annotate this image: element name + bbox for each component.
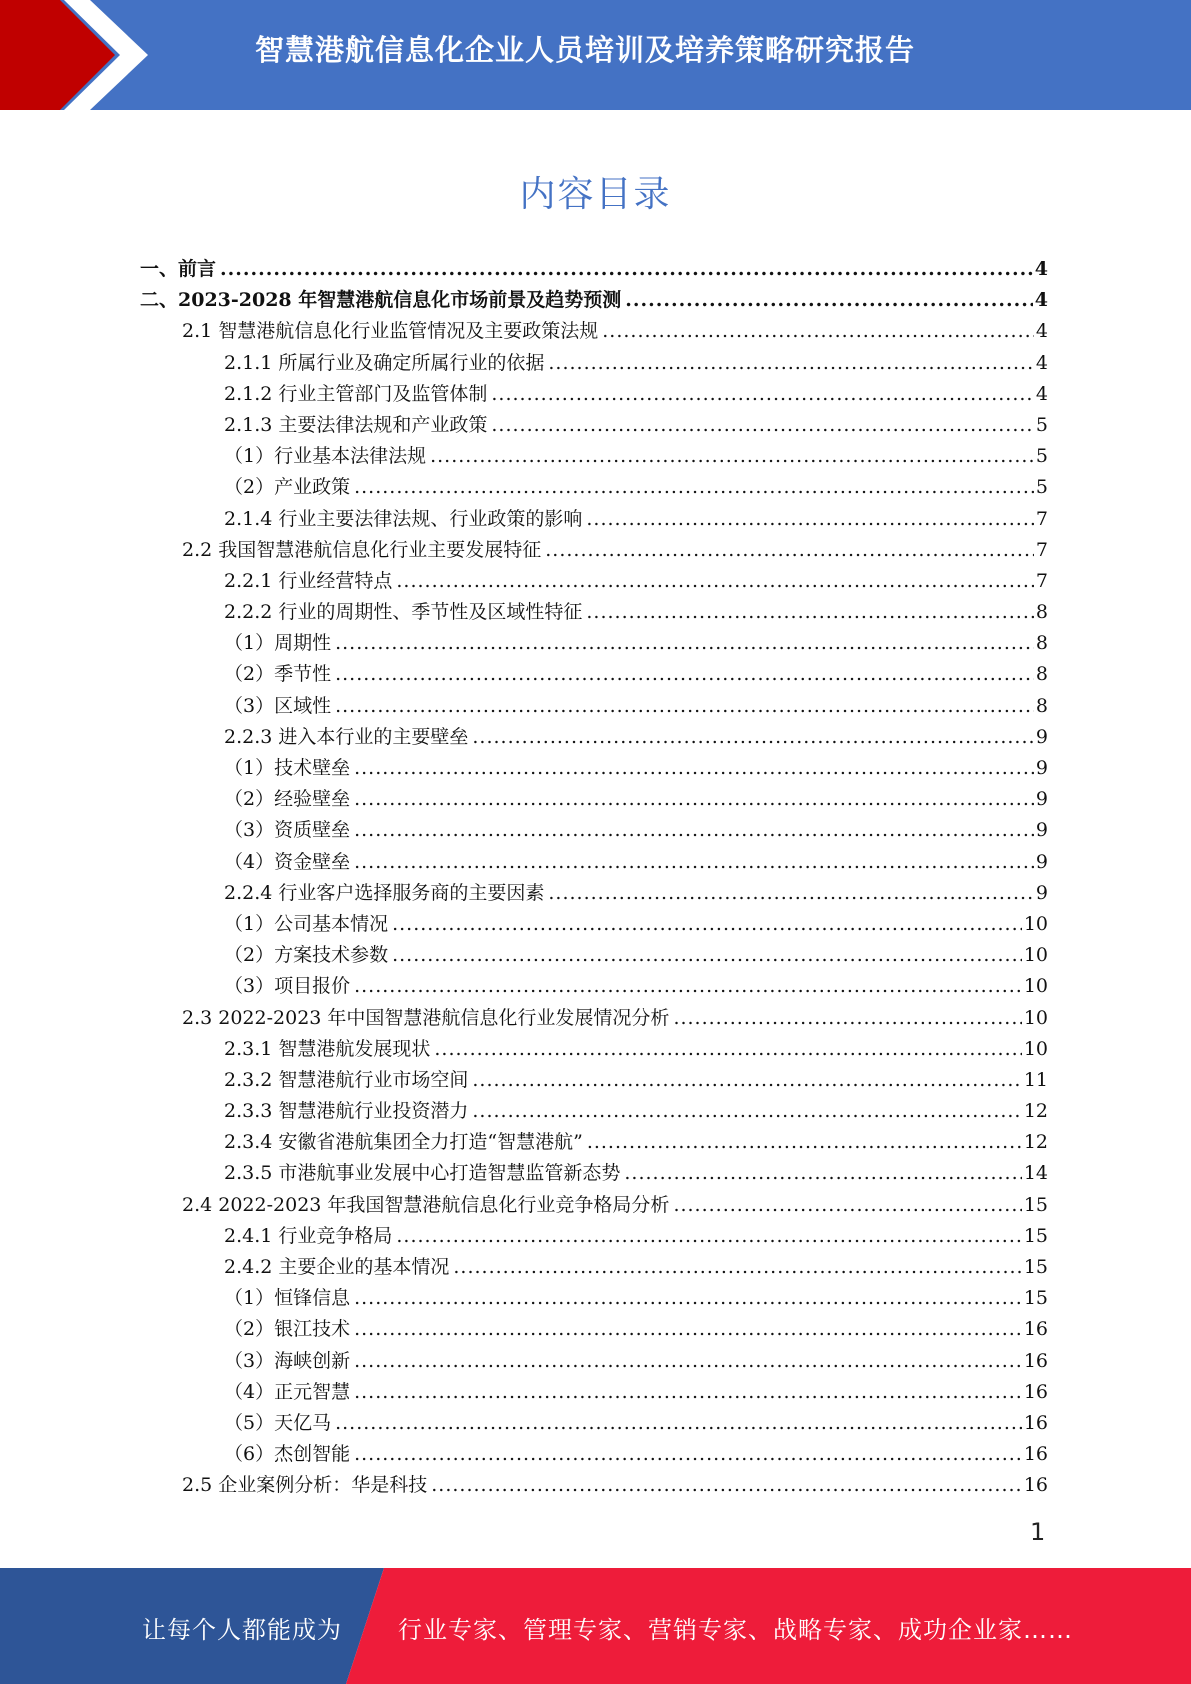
toc-entry[interactable]: [140, 1283, 1048, 1314]
report-title: 智慧港航信息化企业人员培训及培养策略研究报告: [255, 33, 916, 67]
toc-entry-label: 2.1.1 所属行业及确定所属行业的依据: [224, 351, 545, 374]
toc-entry-label: 2.3.1 智慧港航发展现状: [224, 1037, 431, 1060]
toc-entry-label: 2.3.3 智慧港航行业投资潜力: [224, 1100, 469, 1123]
toc-entry-page: 4: [1035, 382, 1048, 405]
toc-entry-page: 10: [1023, 944, 1048, 967]
toc-entry[interactable]: [140, 753, 1048, 784]
toc-leader-dots: [673, 1003, 1021, 1034]
page-header: [0, 0, 1191, 110]
toc-entry-label: （4）正元智慧: [224, 1380, 351, 1403]
toc-entry-page: 15: [1023, 1287, 1048, 1310]
toc-entry[interactable]: [140, 722, 1048, 753]
toc-entry-page: 9: [1035, 850, 1048, 873]
toc-entry-page: 10: [1023, 1037, 1048, 1060]
toc-entry[interactable]: [140, 316, 1048, 347]
toc-leader-dots: [472, 1096, 1021, 1127]
toc-entry[interactable]: [140, 1065, 1048, 1096]
toc-entry[interactable]: [140, 1408, 1048, 1439]
toc-entry-label: （2）银江技术: [224, 1318, 351, 1341]
toc-entry-page: 9: [1035, 881, 1048, 904]
toc-entry[interactable]: [140, 1003, 1048, 1034]
toc-entry-page: 10: [1023, 1006, 1048, 1029]
toc-leader-dots: [453, 1252, 1021, 1283]
toc-entry-label: （1）技术壁垒: [224, 757, 351, 779]
toc-leader-dots: [354, 971, 1022, 1002]
toc-entry-page: 16: [1023, 1411, 1048, 1434]
toc-entry[interactable]: [140, 784, 1048, 815]
toc-entry[interactable]: [140, 1096, 1048, 1127]
toc-entry-label: 2.4.1 行业竞争格局: [224, 1224, 393, 1247]
toc-leader-dots: [586, 504, 1034, 535]
toc-entry-page: 8: [1035, 694, 1048, 717]
toc-leader-dots: [491, 410, 1034, 441]
toc-leader-dots: [673, 1190, 1021, 1221]
toc-entry[interactable]: [140, 379, 1048, 410]
toc-entry[interactable]: [140, 1377, 1048, 1408]
toc-leader-dots: [354, 1346, 1022, 1377]
toc-entry-label: 一、前言: [140, 258, 217, 280]
toc-entry-label: 2.2 我国智慧港航信息化行业主要发展特征: [182, 538, 542, 561]
footer-slogan-left: 让每个人都能成为: [142, 1616, 342, 1644]
toc-entry-label: 2.2.2 行业的周期性、季节性及区域性特征: [224, 601, 583, 624]
toc-entry-label: （1）行业基本法律法规: [224, 445, 427, 468]
toc-entry[interactable]: [140, 815, 1048, 846]
toc-entry-label: 2.3.2 智慧港航行业市场空间: [224, 1068, 469, 1091]
toc-entry-page: 14: [1023, 1162, 1048, 1185]
toc-entry-page: 16: [1023, 1474, 1048, 1497]
toc-entry-page: 12: [1023, 1131, 1048, 1154]
toc-entry-label: 2.3.4 安徽省港航集团全力打造“智慧港航”: [224, 1131, 583, 1154]
toc-entry[interactable]: [140, 566, 1048, 597]
toc-leader-dots: [431, 1470, 1022, 1501]
toc-entry-label: （6）杰创智能: [224, 1443, 351, 1466]
toc-leader-dots: [586, 597, 1034, 628]
toc-entry[interactable]: [140, 535, 1048, 566]
footer-slogan-right: 行业专家、管理专家、营销专家、战略专家、成功企业家……: [398, 1616, 1073, 1644]
toc-entry-page: 9: [1035, 725, 1048, 748]
toc-entry-page: 7: [1035, 538, 1048, 561]
toc-entry[interactable]: [140, 1346, 1048, 1377]
toc-entry-label: （3）海峡创新: [224, 1349, 351, 1372]
toc-entry[interactable]: [140, 628, 1048, 659]
toc-entry-page: 7: [1035, 507, 1048, 530]
toc-leader-dots: [545, 535, 1034, 566]
toc-entry-label: （2）季节性: [224, 663, 332, 686]
toc-entry[interactable]: [140, 1439, 1048, 1470]
toc-entry-label: 2.1.4 行业主要法律法规、行业政策的影响: [224, 507, 583, 530]
toc-entry[interactable]: [140, 348, 1048, 379]
toc-leader-dots: [396, 1221, 1021, 1252]
toc-entry[interactable]: [140, 254, 1048, 285]
toc-entry-page: 16: [1023, 1349, 1048, 1372]
toc-leader-dots: [354, 815, 1034, 846]
toc-entry-label: 2.2.3 进入本行业的主要壁垒: [224, 725, 469, 748]
toc-entry[interactable]: [140, 1190, 1048, 1221]
toc-leader-dots: [392, 940, 1022, 971]
toc-leader-dots: [335, 659, 1034, 690]
toc-leader-dots: [472, 1065, 1021, 1096]
toc-entry[interactable]: [140, 1252, 1048, 1283]
toc-leader-dots: [354, 472, 1034, 503]
toc-leader-dots: [548, 348, 1034, 379]
toc-entry-label: 2.5 企业案例分析：华是科技: [182, 1474, 428, 1497]
toc-entry[interactable]: [140, 410, 1048, 441]
toc-entry-page: 9: [1035, 788, 1048, 811]
toc-entry-label: （5）天亿马: [224, 1411, 332, 1434]
page-number: 1: [1030, 1518, 1046, 1546]
toc-entry[interactable]: [140, 441, 1048, 472]
toc-entry-label: （2）经验壁垒: [224, 788, 351, 811]
toc-entry[interactable]: [140, 472, 1048, 503]
toc-title: 内容目录: [519, 174, 672, 215]
toc-entry-label: （3）区域性: [224, 694, 332, 717]
toc-entry-label: （3）项目报价: [224, 975, 351, 998]
toc-entry-label: （3）资质壁垒: [224, 819, 351, 842]
toc-leader-dots: [472, 722, 1034, 753]
toc-leader-dots: [335, 691, 1034, 722]
toc-entry-label: 2.2.4 行业客户选择服务商的主要因素: [224, 881, 545, 904]
toc-leader-dots: [220, 254, 1033, 285]
toc-leader-dots: [434, 1034, 1021, 1065]
toc-entry[interactable]: [140, 691, 1048, 722]
toc-entry-page: 10: [1023, 912, 1048, 935]
toc-entry-page: 8: [1035, 632, 1048, 655]
toc-entry[interactable]: [140, 1127, 1048, 1158]
toc-leader-dots: [354, 1283, 1022, 1314]
toc-entry[interactable]: [140, 909, 1048, 940]
toc-entry-page: 4: [1034, 258, 1048, 280]
toc-leader-dots: [354, 784, 1034, 815]
toc-leader-dots: [392, 909, 1022, 940]
toc-entry-page: 16: [1023, 1380, 1048, 1403]
toc-entry-label: （1）公司基本情况: [224, 912, 389, 935]
toc-entry-page: 8: [1035, 601, 1048, 624]
toc-entry[interactable]: [140, 1158, 1048, 1189]
toc-leader-dots: [354, 1314, 1022, 1345]
toc-entry-label: （1）周期性: [224, 632, 332, 655]
toc-entry-label: 2.1 智慧港航信息化行业监管情况及主要政策法规: [182, 320, 599, 343]
toc-entry[interactable]: [140, 1034, 1048, 1065]
toc-entry-label: （2）方案技术参数: [224, 944, 389, 967]
toc-entry-page: 8: [1035, 663, 1048, 686]
toc-entry[interactable]: [140, 940, 1048, 971]
toc-entry-page: 12: [1023, 1100, 1048, 1123]
toc-entry-page: 5: [1035, 445, 1048, 468]
toc-leader-dots: [335, 628, 1034, 659]
toc-entry[interactable]: [140, 1470, 1048, 1501]
toc-leader-dots: [335, 1408, 1022, 1439]
toc-entry-label: 二、2023-2028 年智慧港航信息化市场前景及趋势预测: [140, 289, 622, 312]
toc-entry-page: 9: [1035, 819, 1048, 842]
toc-leader-dots: [354, 847, 1034, 878]
toc-leader-dots: [354, 1439, 1022, 1470]
toc-entry[interactable]: [140, 1314, 1048, 1345]
toc-leader-dots: [625, 285, 1033, 316]
toc-entry-label: （2）产业政策: [224, 476, 351, 499]
toc-entry-page: 16: [1023, 1318, 1048, 1341]
toc-entry[interactable]: [140, 971, 1048, 1002]
toc-entry-page: 4: [1034, 289, 1048, 312]
toc-entry-page: 15: [1023, 1193, 1048, 1216]
toc-entry-label: 2.4 2022-2023 年我国智慧港航信息化行业竞争格局分析: [182, 1193, 670, 1216]
toc-entry-page: 10: [1023, 975, 1048, 998]
toc-entry-page: 15: [1023, 1256, 1048, 1278]
toc-entry[interactable]: [140, 285, 1048, 316]
toc-entry-page: 4: [1035, 320, 1048, 343]
toc-entry-page: 16: [1023, 1443, 1048, 1466]
page-footer: [0, 1568, 1191, 1684]
toc-entry-label: 2.3.5 市港航事业发展中心打造智慧监管新态势: [224, 1162, 621, 1185]
toc-entry-page: 4: [1035, 351, 1048, 374]
toc-entry-page: 15: [1023, 1224, 1048, 1247]
toc-leader-dots: [491, 379, 1034, 410]
toc-leader-dots: [396, 566, 1034, 597]
toc-entry-page: 9: [1035, 757, 1048, 779]
toc-leader-dots: [354, 753, 1034, 784]
toc-leader-dots: [624, 1158, 1021, 1189]
toc-entry[interactable]: [140, 659, 1048, 690]
toc-leader-dots: [354, 1377, 1022, 1408]
table-of-contents: [140, 254, 1048, 1502]
toc-entry-page: 7: [1035, 569, 1048, 592]
toc-entry[interactable]: [140, 847, 1048, 878]
toc-entry-label: 2.2.1 行业经营特点: [224, 569, 393, 592]
toc-leader-dots: [587, 1127, 1022, 1158]
toc-entry[interactable]: [140, 1221, 1048, 1252]
toc-entry[interactable]: [140, 504, 1048, 535]
toc-entry-page: 5: [1035, 413, 1048, 436]
toc-entry-page: 11: [1023, 1068, 1048, 1091]
toc-leader-dots: [548, 878, 1034, 909]
toc-entry[interactable]: [140, 597, 1048, 628]
toc-entry-label: 2.3 2022-2023 年中国智慧港航信息化行业发展情况分析: [182, 1006, 670, 1029]
toc-leader-dots: [430, 441, 1034, 472]
toc-entry-page: 5: [1035, 476, 1048, 499]
toc-entry-label: 2.1.2 行业主管部门及监管体制: [224, 382, 488, 405]
toc-entry-label: （1）恒锋信息: [224, 1287, 351, 1310]
toc-entry-label: 2.1.3 主要法律法规和产业政策: [224, 413, 488, 436]
toc-entry-label: （4）资金壁垒: [224, 850, 351, 873]
toc-leader-dots: [602, 316, 1034, 347]
toc-entry-label: 2.4.2 主要企业的基本情况: [224, 1256, 450, 1278]
toc-entry[interactable]: [140, 878, 1048, 909]
